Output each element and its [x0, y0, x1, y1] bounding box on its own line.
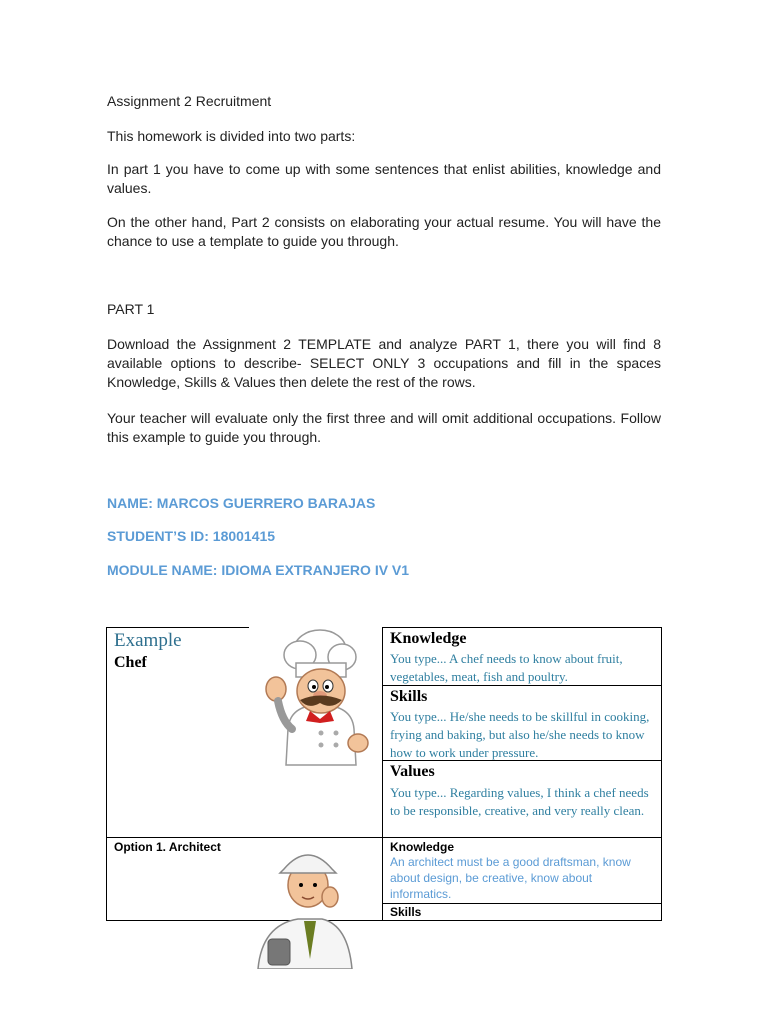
student-name: NAME: MARCOS GUERRERO BARAJAS	[107, 495, 376, 511]
skills-text: You type... He/she needs to be skillful in cooking, frying and baking, but also he/she needs to know how to work under pressure.	[390, 709, 650, 760]
values-heading: Values	[390, 763, 435, 780]
part1-instructions: Download the Assignment 2 TEMPLATE and analyze PART 1, there you will find 8 available options to describe- SELECT ONLY 3 occupations and fill in the spaces Knowledge, Skills & Values then delete the rest of the rows.	[107, 336, 661, 390]
skills-heading: Skills	[390, 688, 428, 705]
option1-label: Option 1. Architect	[114, 840, 221, 854]
student-id: STUDENT’S ID: 18001415	[107, 528, 276, 544]
option1-skills-heading: Skills	[390, 905, 422, 919]
part2-intro: On the other hand, Part 2 consists on elaborating your actual resume. You will have the chance to use a template to guide you through.	[107, 214, 661, 249]
example-label: Example	[114, 630, 182, 651]
part1-heading: PART 1	[107, 301, 155, 317]
option1-knowledge-heading: Knowledge	[390, 840, 455, 854]
intro-text: This homework is divided into two parts:	[107, 128, 356, 144]
knowledge-text: You type... A chef needs to know about fruit, vegetables, meat, fish and poultry.	[390, 651, 623, 684]
knowledge-heading: Knowledge	[390, 630, 467, 647]
values-text: You type... Regarding values, I think a chef needs to be responsible, creative, and very really clean.	[390, 785, 649, 818]
occupation-table	[106, 627, 662, 921]
evaluation-note: Your teacher will evaluate only the first three and will omit additional occupations. Follow this example to guide you through.	[107, 410, 661, 445]
part1-intro: In part 1 you have to come up with some sentences that enlist abilities, knowledge and values.	[107, 161, 661, 196]
assignment-title: Assignment 2 Recruitment	[107, 93, 272, 109]
example-occupation: Chef	[114, 654, 147, 671]
chef-illustration	[248, 625, 382, 767]
module-name: MODULE NAME: IDIOMA EXTRANJERO IV V1	[107, 562, 410, 578]
option1-knowledge-text: An architect must be a good draftsman, know about design, be creative, know about informatics.	[390, 855, 631, 901]
architect-illustration	[248, 839, 368, 969]
